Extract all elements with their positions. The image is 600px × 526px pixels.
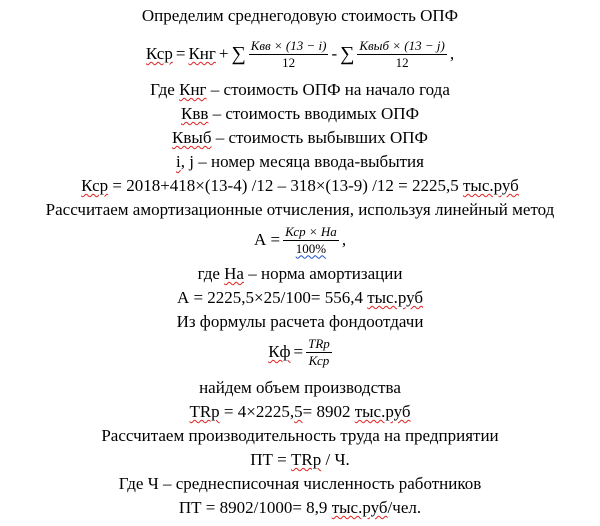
formula-labor-productivity: ПТ = TRp / Ч. [250,450,350,469]
fraction-output: $\frac{\text{Квыб × (13 − j)}}{12}$ [359,37,445,70]
definition-ij: i, j – номер месяца ввода-выбытия [176,152,424,171]
calc-labor-productivity: ПТ = 8902/1000= 8,9 тыс.руб/чел. [178,498,422,517]
fraction-depreciation: $\frac{\text{Кср × На}}{100\%}$ [285,223,337,256]
calc-production-volume: TRp = 4×2225,5= 8902 тыс.руб [189,402,411,421]
formula-depreciation: А = $\frac{\text{Кср × На}}{100\%}$ , [253,223,347,256]
definition-ch: Где Ч – среднесписочная численность работников [118,474,482,493]
definition-kvyb: Квыб – стоимость выбывших ОПФ [172,128,428,147]
formula-capital-productivity: Кф = $\frac{\text{TRp}}{\text{Кср}}$ [268,335,330,368]
calc-depreciation: А = 2225,5×25/100= 556,4 тыс.руб [176,288,424,307]
sum-symbol: ∑ [340,43,355,65]
calc-average-cost: Кср = 2018+418×(13-4) /12 – 318×(13-9) /12 = 2225,5 тыс.руб [81,176,519,195]
definition-kvv: Квв – стоимость вводимых ОПФ [180,104,420,123]
sum-symbol: ∑ [231,43,246,65]
heading-depreciation: Рассчитаем амортизационные отчисления, используя линейный метод [45,200,555,219]
fraction-capital-productivity: $\frac{\text{TRp}}{\text{Кср}}$ [308,335,330,368]
heading-labor-productivity: Рассчитаем производительность труда на предприятии [101,426,499,445]
fraction-input: $\frac{\text{Квв × (13 − i)}}{12}$ [250,37,327,70]
heading-average-cost: Определим среднегодовую стоимость ОПФ [141,6,459,25]
heading-capital-productivity: Из формулы расчета фондоотдачи [176,312,424,331]
formula-average-cost: Кср = Кнг + ∑ $\frac{\text{Квв × (13 − i)}}{12}$ - ∑ $\frac{\text{Квыб × (13 − j)}}{12}$ , [0,36,600,72]
definition-kng: Где Кнг – стоимость ОПФ на начало года [150,80,450,99]
heading-production-volume: найдем объем производства [199,378,401,397]
definition-na: где На – норма амортизации [197,264,403,283]
